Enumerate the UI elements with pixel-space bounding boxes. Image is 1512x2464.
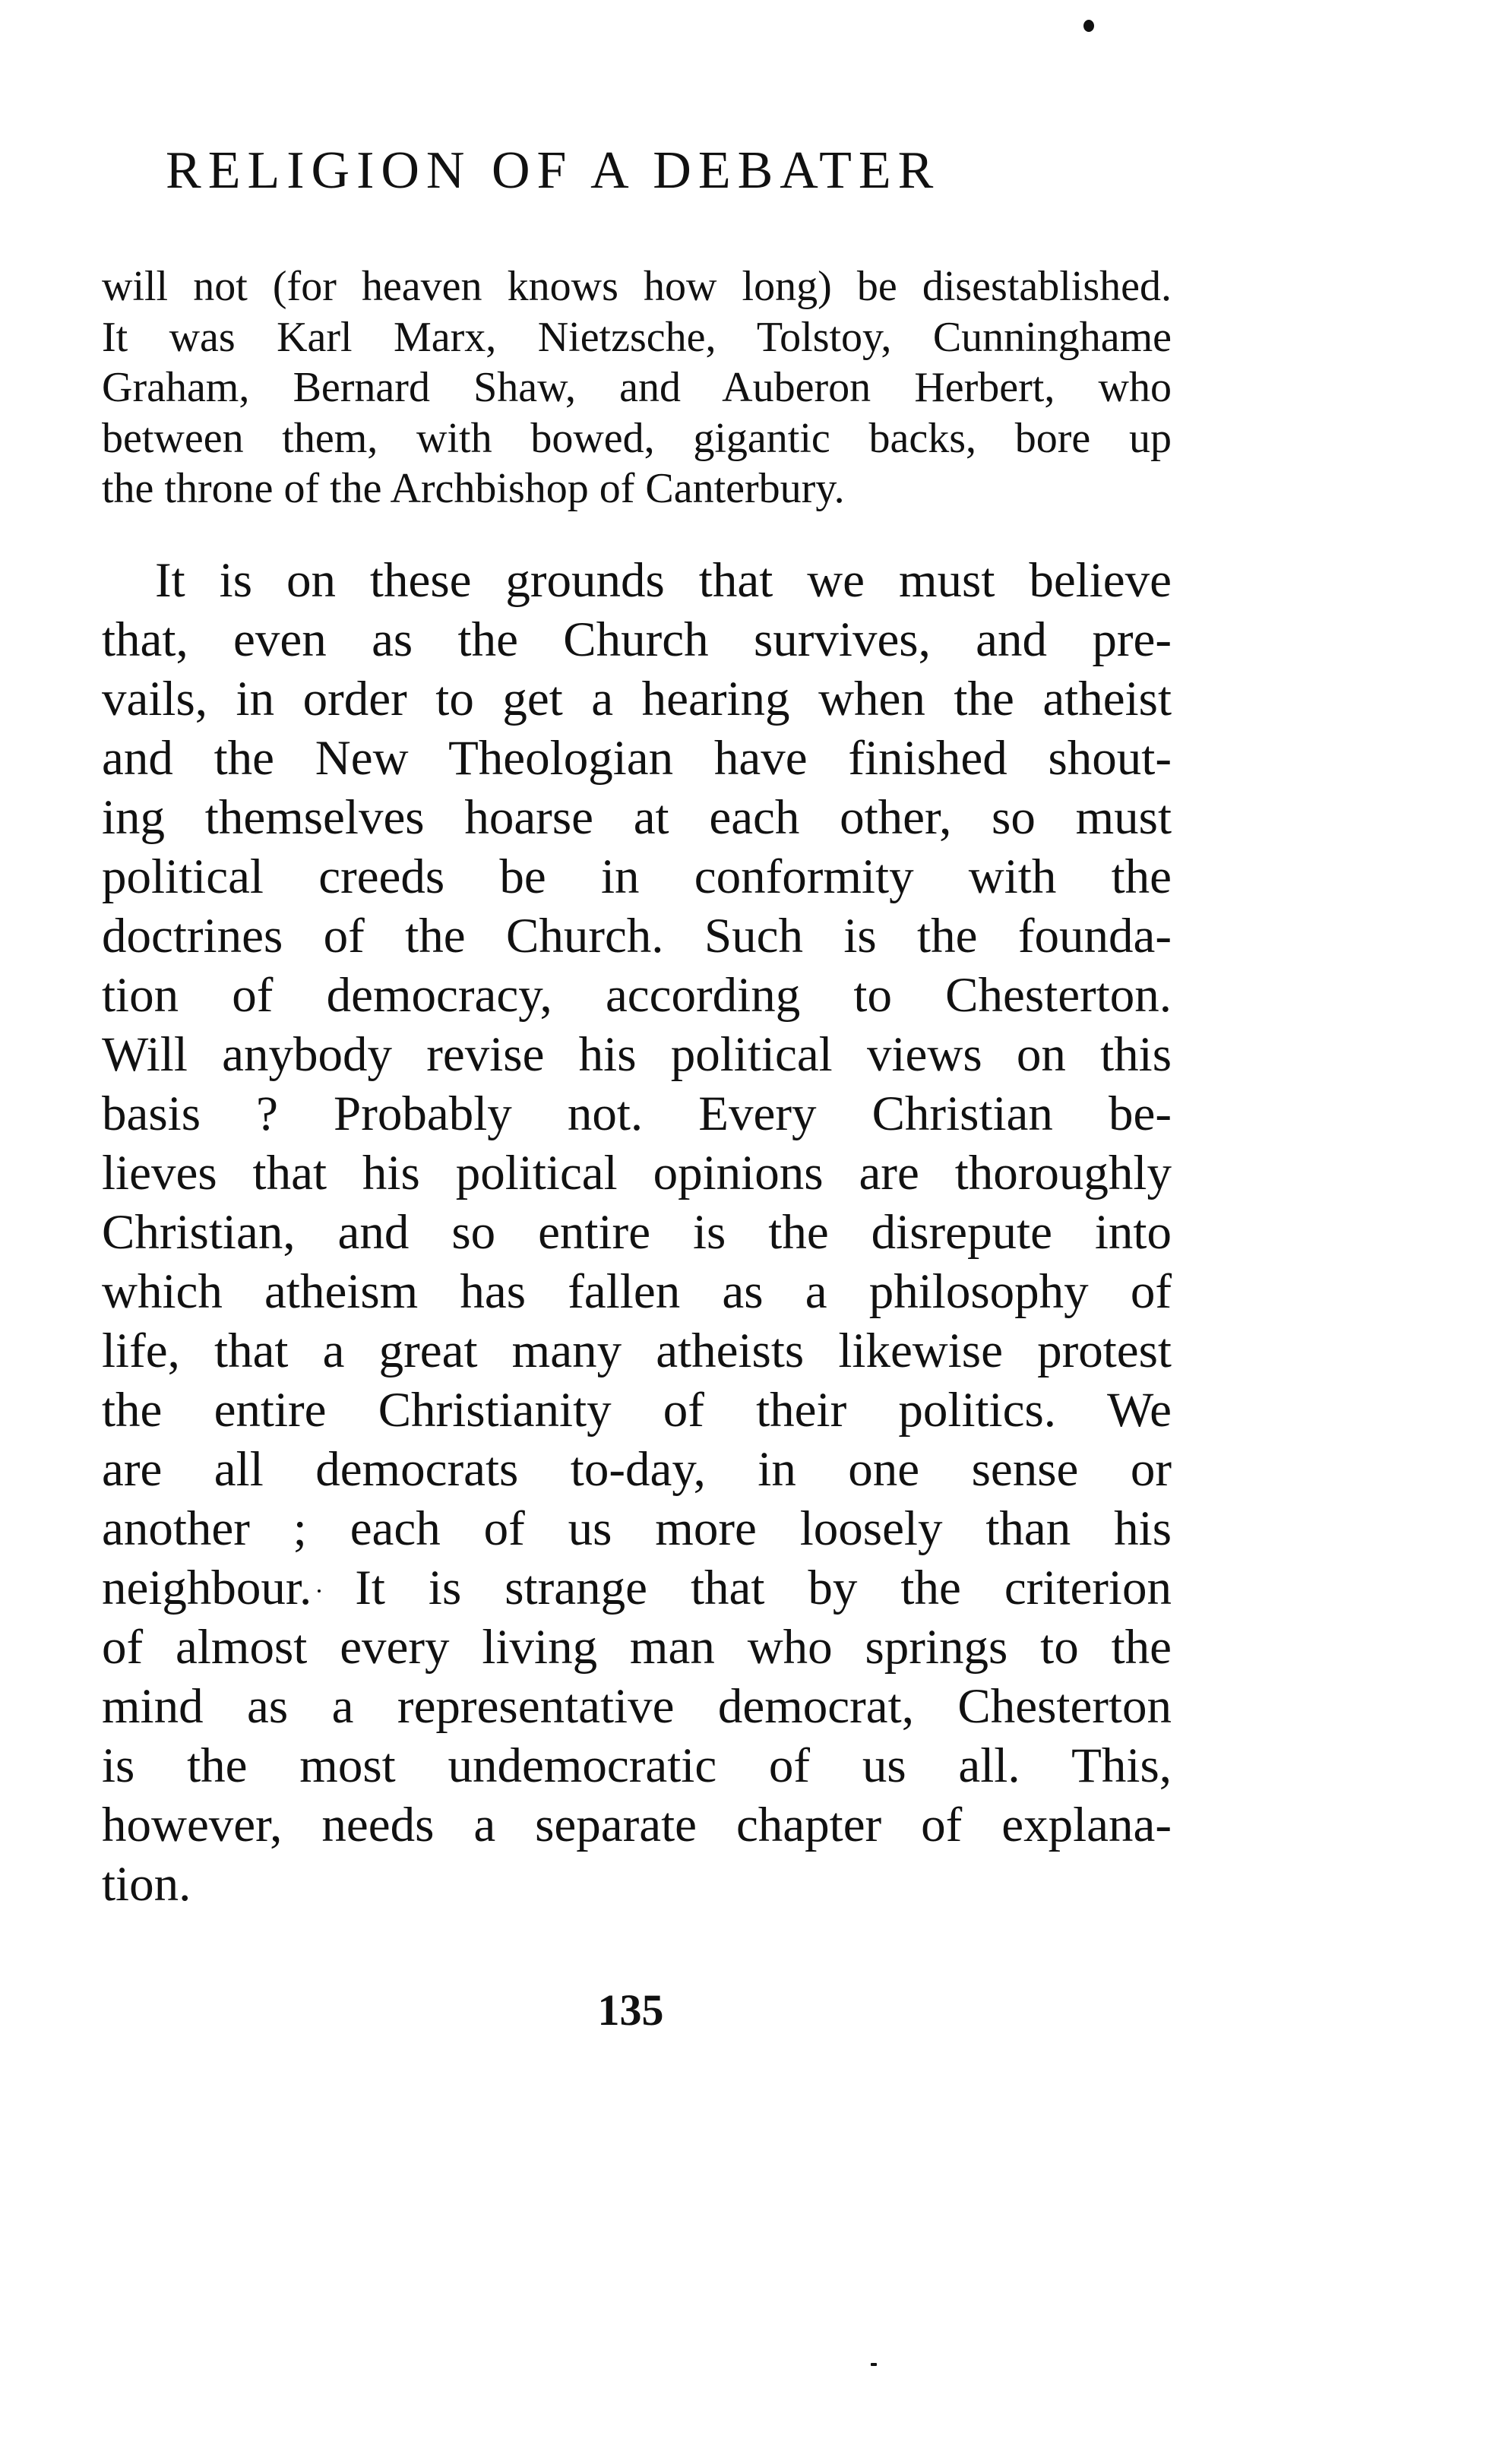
paragraph-line: vails, in order to get a hearing when the atheist	[102, 672, 1172, 726]
quote-line: will not (for heaven knows how long) be disestablished.	[102, 263, 1172, 310]
body-paragraph	[102, 551, 1172, 1914]
paragraph-line: mind as a representative democrat, Chesterton	[102, 1679, 1172, 1734]
paragraph-line: however, needs a separate chapter of explana-	[102, 1798, 1172, 1852]
paragraph-line: another ; each of us more loosely than his	[102, 1501, 1172, 1556]
paragraph-line: tion.	[102, 1857, 191, 1912]
paragraph-line: basis ? Probably not. Every Christian be-	[102, 1087, 1172, 1141]
paragraph-line: political creeds be in conformity with the	[102, 849, 1172, 904]
ink-speck-bottom	[871, 2363, 877, 2366]
paragraph-line: which atheism has fallen as a philosophy of	[102, 1264, 1172, 1319]
paragraph-line: doctrines of the Church. Such is the founda-	[102, 909, 1172, 963]
paragraph-line: It is on these grounds that we must believe	[155, 553, 1172, 608]
paragraph-line: and the New Theologian have finished shout-	[102, 731, 1172, 786]
quote-line: between them, with bowed, gigantic backs, bore up	[102, 414, 1172, 462]
page-number: 135	[597, 1985, 664, 2035]
paragraph-line: ing themselves hoarse at each other, so must	[102, 790, 1172, 845]
paragraph-line: tion of democracy, according to Chesterton.	[102, 968, 1172, 1023]
quote-line: the throne of the Archbishop of Canterbury.	[102, 465, 845, 512]
ink-speck-top	[1083, 20, 1094, 32]
paragraph-line: Christian, and so entire is the disrepute into	[102, 1205, 1172, 1260]
paragraph-line: are all democrats to-day, in one sense or	[102, 1442, 1172, 1497]
paragraph-line: neighbour. It is strange that by the criterion	[102, 1561, 1172, 1615]
paragraph-line: Will anybody revise his political views on this	[102, 1027, 1172, 1082]
paragraph-line: that, even as the Church survives, and pre-	[102, 612, 1172, 667]
quoted-passage	[102, 261, 1172, 514]
quote-line: It was Karl Marx, Nietzsche, Tolstoy, Cunninghame	[102, 313, 1172, 361]
paragraph-line: of almost every living man who springs to the	[102, 1620, 1172, 1675]
paragraph-line: the entire Christianity of their politics. We	[102, 1383, 1172, 1438]
paragraph-line: life, that a great many atheists likewise protest	[102, 1324, 1172, 1378]
paragraph-line: is the most undemocratic of us all. This,	[102, 1738, 1172, 1793]
running-head: RELIGION OF A DEBATER	[166, 141, 941, 200]
quote-line: Graham, Bernard Shaw, and Auberon Herbert, who	[102, 364, 1172, 411]
paragraph-line: lieves that his political opinions are thoroughly	[102, 1146, 1172, 1200]
